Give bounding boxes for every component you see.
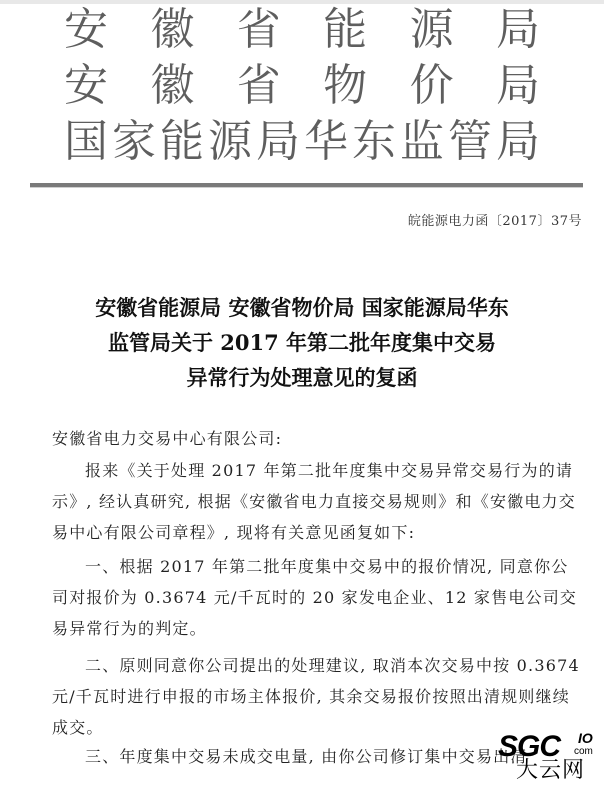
letterhead-org-east-china-regulator: [62, 118, 542, 166]
letterhead-char: 徽: [150, 60, 195, 111]
letterhead-char: 源: [208, 116, 252, 167]
addressee: [52, 423, 582, 454]
watermark-chinese-name: 大云网: [516, 758, 586, 783]
letterhead-char: 家: [112, 116, 156, 167]
letterhead-char: 局: [495, 4, 540, 55]
title-line: 监管局关于 2017 年第二批年度集中交易: [107, 330, 497, 355]
watermark-brand-text: SGC: [498, 730, 561, 763]
letterhead-char: 省: [236, 4, 281, 55]
letterhead-char: 管: [448, 116, 492, 167]
letterhead-char: 监: [400, 116, 444, 167]
letterhead-char: 局: [256, 116, 300, 167]
letterhead-char: 安: [64, 60, 108, 111]
letterhead-char: 源: [409, 4, 454, 55]
letterhead-char: 华: [304, 116, 348, 167]
letterhead-char: 能: [160, 116, 204, 167]
document-number: 皖能源电力函〔2017〕37号: [407, 214, 582, 229]
paragraph-text: 二、原则同意你公司提出的处理建议, 取消本次交易中按 0.3674 元/千瓦时进行申报的市场主体报价, 其余交易报价按照出清规则继续成交。: [52, 656, 580, 737]
watermark-superscript: IO: [578, 730, 593, 746]
document-title: [0, 290, 604, 395]
addressee-text: 安徽省电力交易中心有限公司:: [52, 429, 283, 448]
letterhead-org-anhui-energy: [62, 6, 542, 54]
title-line: 异常行为处理意见的复函: [186, 365, 418, 390]
paragraph-intro: [52, 455, 582, 548]
letterhead-char: 物: [323, 60, 368, 111]
letterhead-char: 能: [323, 4, 368, 55]
letterhead-char: 省: [236, 60, 281, 111]
letterhead-char: 国: [64, 116, 108, 167]
paragraph-text: 报来《关于处理 2017 年第二批年度集中交易异常交易行为的请示》, 经认真研究, 根据《安徽省电力直接交易规则》和《安徽电力交易中心有限公司章程》, 现将有关意见函复如下:: [52, 461, 576, 542]
letterhead-divider: [30, 183, 583, 188]
paragraph-text: 一、根据 2017 年第二批年度集中交易中的报价情况, 同意你公司对报价为 0.3674 元/千瓦时的 20 家发电企业、12 家售电公司交易异常行为的判定。: [52, 557, 578, 638]
watermark-domain: com: [574, 746, 593, 757]
paragraph-text: 三、年度集中交易未成交电量, 由你公司修订集中交易出清: [85, 747, 528, 766]
letterhead-org-anhui-price: [62, 62, 542, 110]
letterhead-char: 徽: [150, 4, 195, 55]
sgcio-watermark-logo: [498, 732, 602, 786]
letterhead-char: 东: [352, 116, 396, 167]
letterhead-char: 局: [496, 116, 540, 167]
title-line: 安徽省能源局 安徽省物价局 国家能源局华东: [95, 295, 509, 320]
letterhead-char: 局: [495, 60, 540, 111]
paragraph-item-1: [52, 551, 582, 644]
letterhead-char: 价: [409, 60, 454, 111]
letterhead-char: 安: [64, 4, 108, 55]
